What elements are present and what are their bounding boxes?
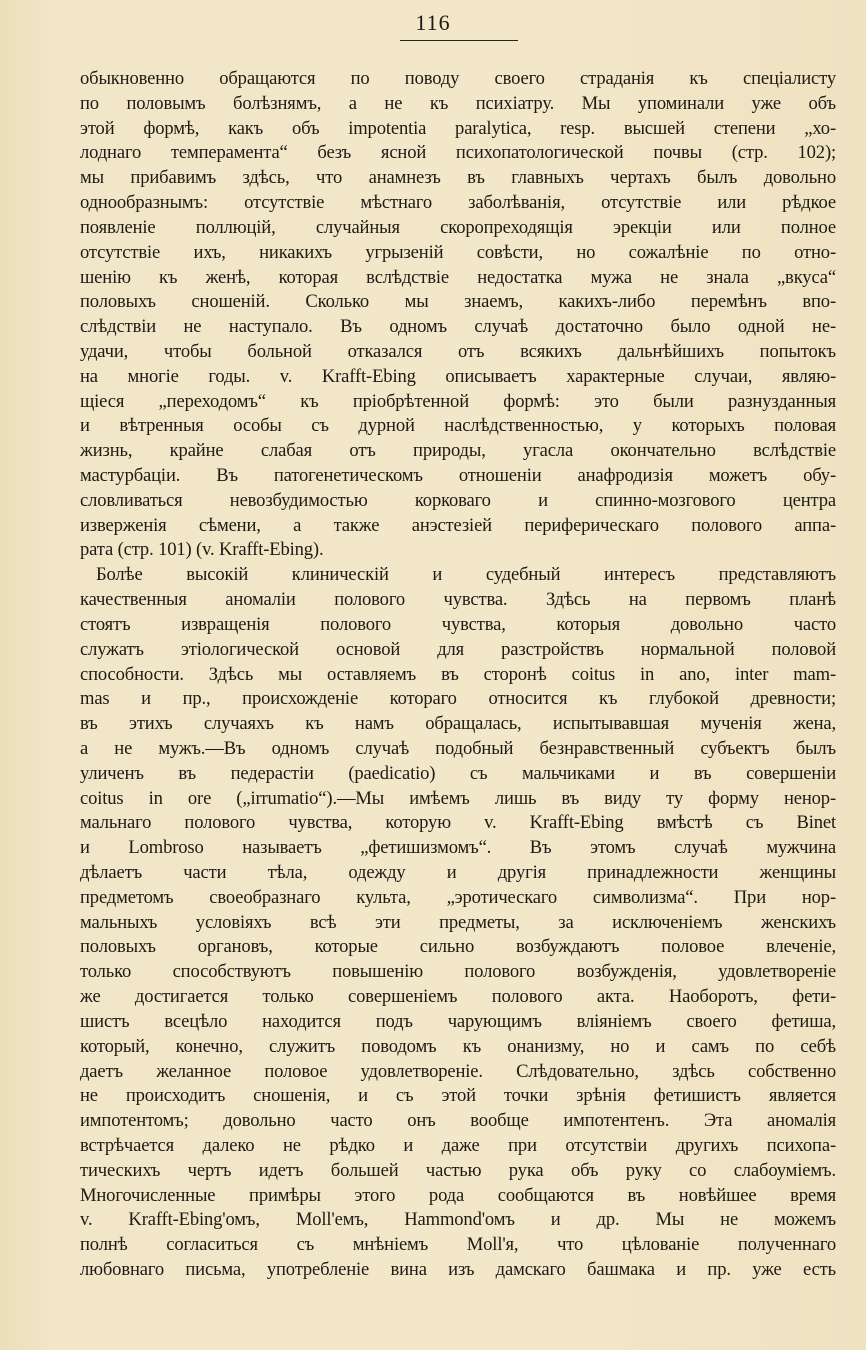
- page-number: 116: [415, 10, 451, 35]
- header-rule: [400, 40, 518, 41]
- text-line: v. Krafft-Ebing'омъ, Moll'емъ, Hammond'омъ и др. Мы не можемъ: [80, 1209, 836, 1231]
- text-line: не происходитъ сношенія, и съ этой точки зрѣнія фетишистъ является: [80, 1085, 836, 1107]
- text-line: слѣдствіи не наступало. Въ одномъ случаѣ достаточно было одной не-: [80, 316, 836, 338]
- text-line: качественныя аномаліи полового чувства. Здѣсь на первомъ планѣ: [80, 589, 836, 611]
- text-line: рата (стр. 101) (v. Krafft-Ebing).: [80, 539, 324, 561]
- text-line: встрѣчается далеко не рѣдко и даже при отсутствіи другихъ психопа-: [80, 1134, 836, 1156]
- text-line: однообразнымъ: отсутствіе мѣстнаго заболѣванія, отсутствіе или рѣдкое: [80, 192, 836, 214]
- text-line: Многочисленные примѣры этого рода сообщаются въ новѣйшее время: [80, 1184, 836, 1206]
- text-line: предметомъ своеобразнаго культа, „эротическаго символизма“. При нор-: [80, 886, 836, 908]
- text-line: мальнаго полового чувства, которую v. Krafft-Ebing вмѣстѣ съ Binet: [80, 812, 836, 834]
- text-line: стоятъ извращенія полового чувства, которыя довольно часто: [80, 613, 836, 635]
- text-line: импотентомъ; довольно часто онъ вообще импотентенъ. Эта аномалія: [80, 1110, 836, 1132]
- text-line: удачи, чтобы больной отказался отъ всякихъ дальнѣйшихъ попытокъ: [80, 340, 836, 362]
- text-line: только способствуютъ повышенію полового возбужденія, удовлетвореніе: [80, 961, 836, 983]
- text-line: уличенъ въ педерастіи (paedicatio) съ мальчиками и въ совершеніи: [80, 762, 836, 784]
- text-line: и Lombroso называетъ „фетишизмомъ“. Въ этомъ случаѣ мужчина: [80, 837, 836, 859]
- text-line: способности. Здѣсь мы оставляемъ въ сторонѣ coitus in ano, inter mam-: [80, 663, 836, 685]
- body-text: [80, 67, 836, 1283]
- text-line: mas и пр., происхожденіе котораго относится къ глубокой древности;: [80, 688, 836, 710]
- text-line: появленіе поллюцій, случайныя скоропреходящія эрекціи или полное: [80, 216, 836, 238]
- text-line: который, конечно, служитъ поводомъ къ онанизму, но и самъ по себѣ: [80, 1035, 836, 1057]
- text-line: изверженія сѣмени, а также анэстезіей периферическаго полового аппа-: [80, 514, 836, 536]
- text-line: мальныхъ условіяхъ всѣ эти предметы, за исключеніемъ женскихъ: [80, 911, 836, 933]
- text-line: любовнаго письма, употребленіе вина изъ дамскаго башмака и пр. уже есть: [80, 1259, 836, 1280]
- text-line: а не мужъ.—Въ одномъ случаѣ подобный безнравственный субъектъ былъ: [80, 737, 836, 759]
- text-line: тическихъ чертъ идетъ большей частью рука объ руку со слабоуміемъ.: [80, 1159, 836, 1181]
- text-line: же достигается только совершеніемъ полового акта. Наоборотъ, фети-: [80, 986, 836, 1008]
- text-line: половыхъ органовъ, которые сильно возбуждаютъ половое влеченіе,: [80, 936, 836, 958]
- text-line: словливаться невозбудимостью корковаго и спинно-мозгового центра: [80, 489, 836, 511]
- text-line: лоднаго темперамента“ безъ ясной психопатологической почвы (стр. 102);: [80, 142, 836, 164]
- text-line: Болѣе высокій клиническій и судебный интересъ представляютъ: [96, 564, 836, 586]
- text-line: мы прибавимъ здѣсь, что анамнезъ въ главныхъ чертахъ былъ довольно: [80, 167, 836, 189]
- text-line: полнѣ согласиться съ мнѣніемъ Moll'я, что цѣлованіе полученнаго: [80, 1234, 836, 1256]
- text-line: coitus in ore („irrumatio“).—Мы имѣемъ лишь въ виду ту форму ненор-: [80, 787, 836, 809]
- text-line: даетъ желанное половое удовлетвореніе. Слѣдовательно, здѣсь собственно: [80, 1060, 836, 1082]
- text-line: дѣлаетъ части тѣла, одежду и другія принадлежности женщины: [80, 862, 836, 883]
- text-line: обыкновенно обращаются по поводу своего страданія къ спеціалисту: [80, 68, 836, 89]
- text-line: жизнь, крайне слабая отъ природы, угасла окончательно вслѣдствіе: [80, 440, 836, 462]
- text-line: этой формѣ, какъ объ impotentia paralytica, resp. высшей степени „хо-: [80, 117, 836, 139]
- text-line: служатъ этіологической основой для разстройствъ нормальной половой: [80, 638, 836, 660]
- text-line: шистъ всецѣло находится подъ чарующимъ вліяніемъ своего фетиша,: [80, 1010, 836, 1032]
- text-line: по половымъ болѣзнямъ, а не къ психіатру. Мы упоминали уже объ: [80, 92, 836, 114]
- text-line: въ этихъ случаяхъ къ намъ обращалась, испытывавшая мученія жена,: [80, 713, 836, 735]
- text-line: отсутствіе ихъ, никакихъ угрызеній совѣсти, но сожалѣніе по отно-: [80, 241, 836, 263]
- text-line: мастурбаціи. Въ патогенетическомъ отношеніи анафродизія можетъ обу-: [80, 465, 836, 486]
- text-line: на многіе годы. v. Krafft-Ebing описываетъ характерные случаи, являю-: [80, 365, 836, 387]
- text-line: щіеся „переходомъ“ къ пріобрѣтенной формѣ: это были разнузданныя: [80, 390, 836, 412]
- text-line: шенію къ женѣ, которая вслѣдствіе недостатка мужа не знала „вкуса“: [80, 266, 836, 288]
- text-line: и вѣтренныя особы съ дурной наслѣдственностью, у которыхъ половая: [80, 415, 836, 437]
- text-line: половыхъ сношеній. Сколько мы знаемъ, какихъ-либо перемѣнъ впо-: [80, 291, 836, 313]
